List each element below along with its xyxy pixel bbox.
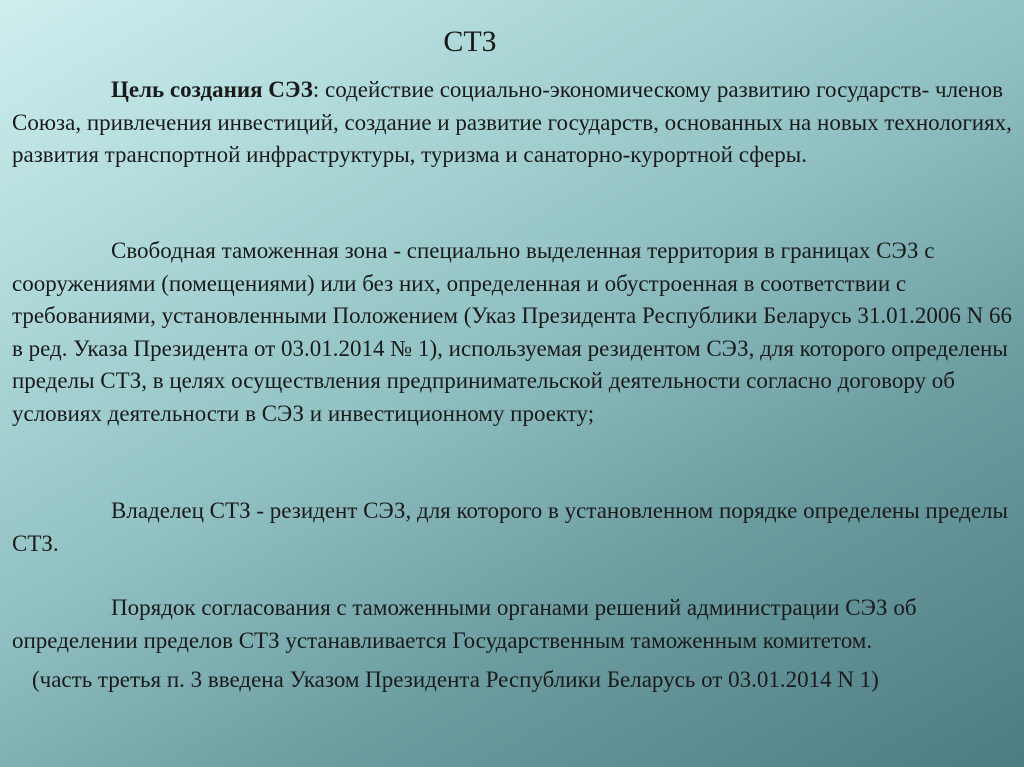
amendment-note: (часть третья п. 3 введена Указом Президента Республики Беларусь от 03.01.2014 N 1)	[32, 667, 879, 692]
owner-paragraph	[12, 495, 1012, 560]
procedure-paragraph	[12, 592, 1012, 657]
goal-paragraph	[12, 74, 1012, 172]
goal-text: : содействие социально-экономическому развитию государств- членов Союза, привлечения инвестиций, создание и развитие государств, основанных на новых технологиях, развития транспортной инфраструктуры, туризма и санаторно-курортной сферы.	[12, 77, 1012, 167]
owner-text: Владелец СТЗ - резидент СЭЗ, для которого в установленном порядке определены пределы СТЗ.	[12, 498, 1008, 556]
definition-text: Свободная таможенная зона - специально выделенная территория в границах СЭЗ с сооружениями (помещениями) или без них, определенная и обустроенная в соответствии с требованиями, установленными Положением (Указ Президента Республики Беларусь 31.01.2006 N 66 в ред. Указа Президента от 03.01.2014 № 1), используемая резидентом СЭЗ, для которого определены пределы СТЗ, в целях осуществления предпринимательской деятельности согласно договору об условиях деятельности в СЭЗ и инвестиционному проекту;	[12, 238, 1012, 426]
definition-paragraph	[12, 235, 1012, 430]
procedure-text: Порядок согласования с таможенными органами решений администрации СЭЗ об определении пределов СТЗ устанавливается Государственным таможенным комитетом.	[12, 595, 917, 653]
slide-title: СТЗ	[443, 25, 497, 58]
goal-label: Цель создания СЭЗ	[111, 77, 313, 102]
